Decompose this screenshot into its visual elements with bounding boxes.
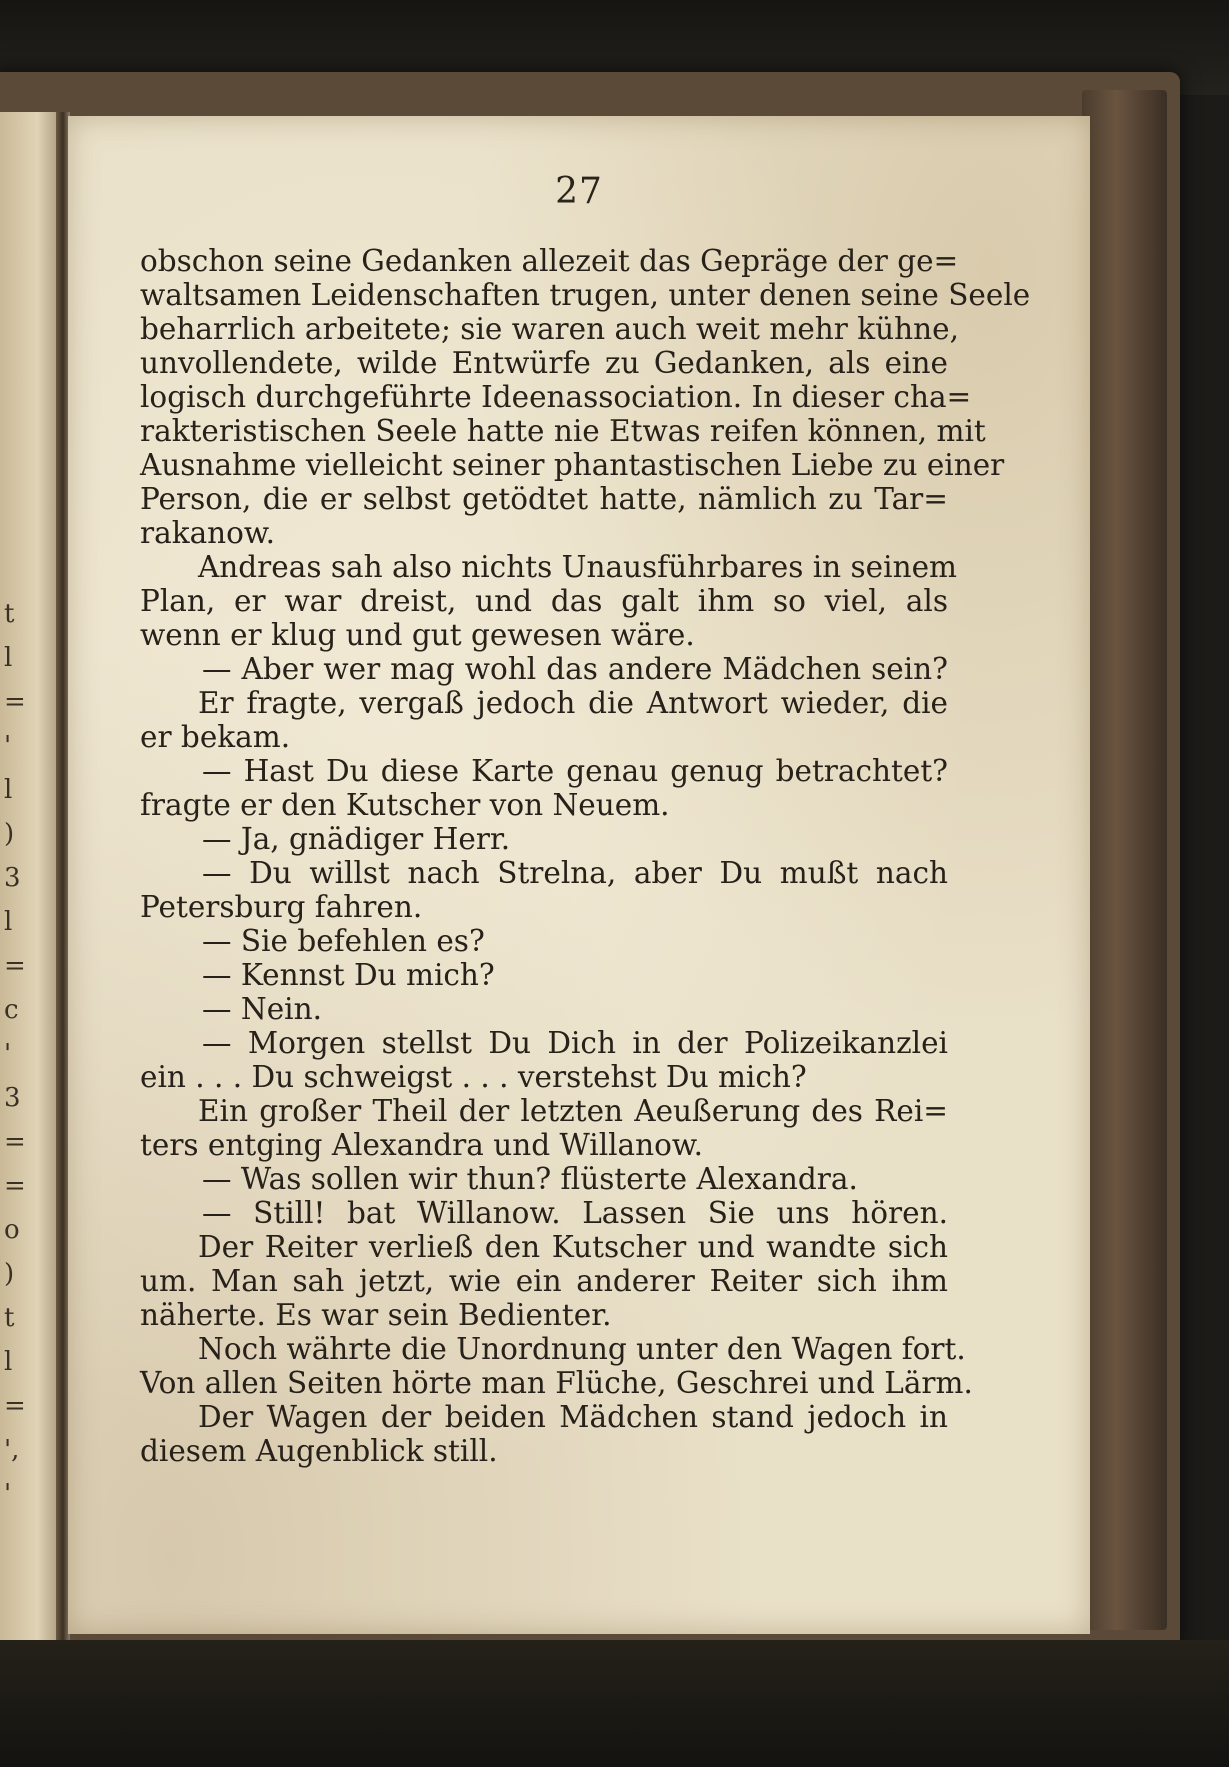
text-line: Ausnahme vielleicht seiner phantastischen Liebe zu einer <box>140 448 1005 482</box>
text-line: logisch durchgeführte Ideenassociation. In dieser cha= <box>140 380 972 414</box>
text-line: rakanow. <box>140 516 276 550</box>
text-line: waltsamen Leidenschaften trugen, unter denen seine Seele <box>140 278 1031 312</box>
text-line: rakteristischen Seele hatte nie Etwas reifen können, mit <box>140 414 986 448</box>
text-line: näherte. Es war sein Bedienter. <box>140 1298 612 1332</box>
left-page-fragment: = <box>4 951 26 981</box>
text-line: beharrlich arbeitete; sie waren auch weit mehr kühne, <box>140 312 959 346</box>
text-line: — Still! bat Willanow. Lassen Sie uns hören. <box>202 1196 948 1230</box>
left-page-fragment: c <box>4 995 19 1025</box>
text-line: — Hast Du diese Karte genau genug betrachtet? <box>202 754 948 788</box>
text-line: — Morgen stellst Du Dich in der Polizeikanzlei <box>202 1026 948 1060</box>
text-line: Ein großer Theil der letzten Aeußerung des Rei= <box>198 1094 948 1128</box>
text-line: diesem Augenblick still. <box>140 1434 498 1468</box>
text-line: er bekam. <box>140 720 291 754</box>
text-line: — Ja, gnädiger Herr. <box>202 822 511 856</box>
text-line: Person, die er selbst getödtet hatte, nämlich zu Tar= <box>140 482 948 516</box>
left-page-fragment: = <box>4 687 26 717</box>
text-line: Noch währte die Unordnung unter den Wagen fort. <box>198 1332 966 1366</box>
left-page-edge <box>0 112 62 1642</box>
text-line: Er fragte, vergaß jedoch die Antwort wieder, die <box>198 686 948 720</box>
left-page-fragment: o <box>4 1215 20 1245</box>
left-page-fragments <box>4 112 44 1642</box>
left-page-fragment: l <box>4 775 13 805</box>
text-line: — Kennst Du mich? <box>202 958 495 992</box>
left-page-fragment: l <box>4 643 13 673</box>
left-page-fragment: ' <box>4 1479 12 1509</box>
text-line: — Sie befehlen es? <box>202 924 485 958</box>
left-page-fragment: ', <box>4 1435 20 1465</box>
text-line: Von allen Seiten hörte man Flüche, Geschrei und Lärm. <box>140 1366 973 1400</box>
left-page-fragment: t <box>4 1303 15 1333</box>
text-line: ein . . . Du schweigst . . . verstehst Du mich? <box>140 1060 807 1094</box>
text-line: unvollendete, wilde Entwürfe zu Gedanken, als eine <box>140 346 948 380</box>
left-page-fragment: = <box>4 1127 26 1157</box>
left-page-fragment: l <box>4 1347 13 1377</box>
background-bottom <box>0 1640 1229 1767</box>
left-page-fragment: l <box>4 907 13 937</box>
left-page-fragment: ) <box>4 1259 15 1289</box>
text-line: — Nein. <box>202 992 322 1026</box>
text-line: Der Wagen der beiden Mädchen stand jedoch in <box>198 1400 948 1434</box>
left-page-fragment: t <box>4 599 15 629</box>
text-line: Der Reiter verließ den Kutscher und wandte sich <box>198 1230 948 1264</box>
left-page-fragment: ' <box>4 731 12 761</box>
page-number: 27 <box>555 171 603 212</box>
text-line: — Aber wer mag wohl das andere Mädchen sein? <box>202 652 948 686</box>
text-line: — Du willst nach Strelna, aber Du mußt nach <box>202 856 948 890</box>
left-page-fragment: 3 <box>4 1083 21 1113</box>
left-page-fragment: 3 <box>4 863 21 893</box>
text-line: ters entging Alexandra und Willanow. <box>140 1128 704 1162</box>
left-page-fragment: ' <box>4 1039 12 1069</box>
text-line: obschon seine Gedanken allezeit das Gepräge der ge= <box>140 244 959 278</box>
text-line: — Was sollen wir thun? flüsterte Alexandra. <box>202 1162 858 1196</box>
text-line: Petersburg fahren. <box>140 890 423 924</box>
text-line: fragte er den Kutscher von Neuem. <box>140 788 670 822</box>
text-line: um. Man sah jetzt, wie ein anderer Reiter sich ihm <box>140 1264 948 1298</box>
left-page-fragment: = <box>4 1171 26 1201</box>
book-page <box>68 116 1090 1634</box>
left-page-fragment: = <box>4 1391 26 1421</box>
body-text <box>140 244 1031 1468</box>
book-cover-edge <box>1082 90 1167 1630</box>
text-line: wenn er klug und gut gewesen wäre. <box>140 618 695 652</box>
text-line: Andreas sah also nichts Unausführbares in seinem <box>198 550 958 584</box>
text-line: Plan, er war dreist, und das galt ihm so viel, als <box>140 584 948 618</box>
left-page-fragment: ) <box>4 819 15 849</box>
